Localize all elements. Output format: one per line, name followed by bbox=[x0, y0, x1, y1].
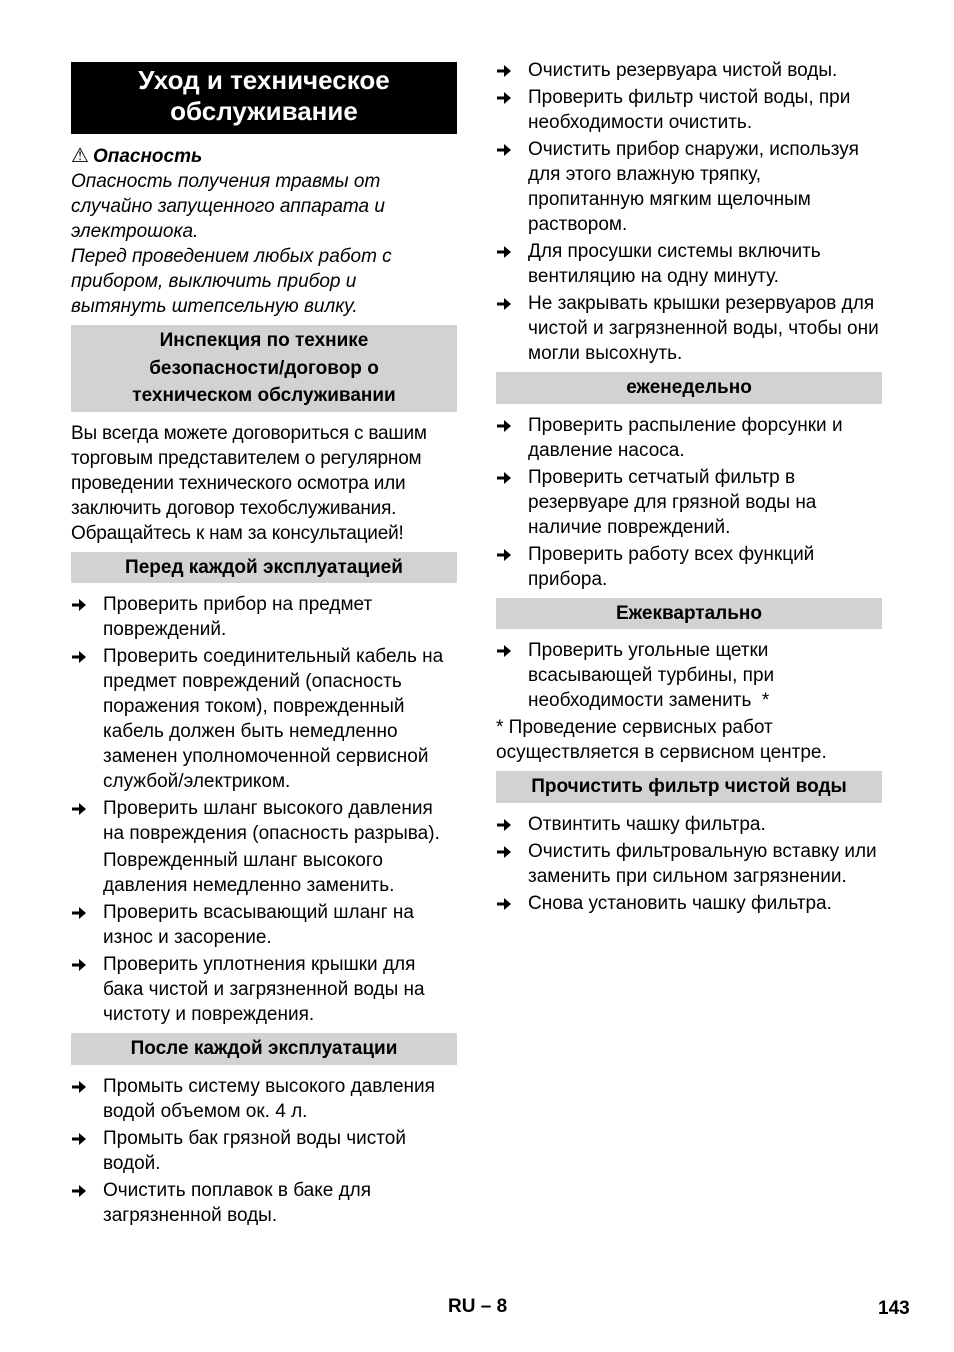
list-item bbox=[71, 900, 457, 950]
list-item-text: Не закрывать крышки резервуаров для чистой и загрязненной воды, чтобы они могли высохнуть. bbox=[528, 293, 879, 364]
arrow-right-icon bbox=[71, 952, 103, 1027]
after-list bbox=[71, 1074, 457, 1228]
list-item-text: Снова установить чашку фильтра. bbox=[528, 892, 832, 914]
list-item-text: Для просушки системы включить вентиляцию на одну минуту. bbox=[528, 241, 821, 287]
warning-triangle-icon: ⚠ bbox=[71, 145, 89, 167]
list-item bbox=[71, 592, 457, 642]
section-after-heading: После каждой эксплуатации bbox=[71, 1033, 457, 1065]
list-item bbox=[496, 58, 882, 83]
list-item bbox=[496, 812, 882, 837]
list-item bbox=[71, 796, 457, 898]
weekly-list bbox=[496, 413, 882, 592]
list-item-text: Проверить фильтр чистой воды, при необходимости очистить. bbox=[528, 87, 851, 133]
list-item-text: Проверить соединительный кабель на предмет повреждений (опасность поражения током), поврежденный кабель должен быть немедленно заменен уполномоченной сервисной службой/электриком. bbox=[103, 646, 444, 792]
arrow-right-icon bbox=[496, 239, 528, 289]
list-item-text: Промыть систему высокого давления водой объемом ок. 4 л. bbox=[103, 1075, 435, 1122]
danger-heading bbox=[71, 144, 457, 169]
arrow-right-icon bbox=[71, 900, 103, 950]
arrow-right-icon bbox=[496, 812, 528, 837]
arrow-right-icon bbox=[496, 542, 528, 592]
arrow-right-icon bbox=[496, 58, 528, 83]
danger-label: Опасность bbox=[92, 146, 203, 167]
page-title-line: Уход и техническое bbox=[138, 65, 390, 95]
list-item bbox=[71, 952, 457, 1027]
section-quarterly-heading: Ежеквартально bbox=[496, 598, 882, 630]
list-item bbox=[496, 291, 882, 366]
list-item bbox=[496, 542, 882, 592]
arrow-right-icon bbox=[496, 839, 528, 889]
list-item bbox=[496, 239, 882, 289]
arrow-right-icon bbox=[71, 1074, 103, 1124]
footer-language-page: RU – 8 bbox=[448, 1296, 508, 1317]
list-item-text: Проверить работу всех функций прибора. bbox=[528, 543, 815, 590]
arrow-right-icon bbox=[496, 891, 528, 916]
arrow-right-icon bbox=[496, 137, 528, 237]
list-item-text: Проверить уплотнения крышки для бака чистой и загрязненной воды на чистоту и повреждения. bbox=[103, 954, 425, 1025]
list-item-text: Проверить распыление форсунки и давление насоса. bbox=[528, 414, 843, 461]
list-item bbox=[496, 85, 882, 135]
before-list bbox=[71, 592, 457, 1027]
arrow-right-icon bbox=[71, 1126, 103, 1176]
arrow-right-icon bbox=[71, 796, 103, 898]
danger-paragraph: Перед проведением любых работ с прибором, выключить прибор и вытянуть штепсельную вилку. bbox=[71, 246, 392, 317]
list-item-text: Проверить прибор на предмет повреждений. bbox=[103, 594, 373, 640]
list-item-text: Очистить поплавок в баке для загрязненной воды. bbox=[103, 1179, 372, 1226]
list-item-text: Проверить всасывающий шланг на износ и засорение. bbox=[103, 902, 414, 948]
list-item bbox=[71, 1126, 457, 1176]
arrow-right-icon bbox=[496, 638, 528, 713]
list-item bbox=[71, 644, 457, 794]
list-item bbox=[71, 1074, 457, 1124]
arrow-right-icon bbox=[496, 85, 528, 135]
list-item-note: Поврежденный шланг высокого давления немедленно заменить. bbox=[103, 850, 395, 896]
list-item-text bbox=[103, 796, 457, 898]
arrow-right-icon bbox=[71, 592, 103, 642]
section-heading-line: Инспекция по технике bbox=[159, 330, 369, 351]
quarterly-note: * Проведение сервисных работ осуществляется в сервисном центре. bbox=[496, 717, 827, 763]
list-item bbox=[496, 137, 882, 237]
list-item bbox=[496, 413, 882, 463]
list-item-main: Проверить шланг высокого давления на повреждения (опасность разрыва). bbox=[103, 798, 440, 844]
filter-list bbox=[496, 812, 882, 916]
list-item-text: Очистить резервуара чистой воды. bbox=[528, 60, 838, 81]
danger-paragraph: Опасность получения травмы от случайно запущенного аппарата и электрошока. bbox=[71, 171, 385, 242]
section-heading-line: безопасности/договор о bbox=[149, 357, 379, 379]
arrow-right-icon bbox=[496, 413, 528, 463]
list-item-text: Очистить фильтровальную вставку или заменить при сильном загрязнении. bbox=[528, 840, 877, 887]
list-item-text: Отвинтить чашку фильтра. bbox=[528, 813, 766, 835]
list-item bbox=[496, 891, 882, 916]
list-item-text: Проверить угольные щетки всасывающей турбины, при необходимости заменить * bbox=[528, 640, 780, 711]
left-column bbox=[71, 62, 457, 1230]
list-item-text: Очистить прибор снаружи, используя для этого влажную тряпку, пропитанную мягким щелочным раствором. bbox=[528, 139, 859, 235]
arrow-right-icon bbox=[71, 1178, 103, 1228]
list-item bbox=[496, 465, 882, 540]
page-title bbox=[71, 62, 457, 134]
section-filter-heading: Прочистить фильтр чистой воды bbox=[496, 771, 882, 803]
after-list-continued bbox=[496, 58, 882, 366]
section-weekly-heading: еженедельно bbox=[496, 372, 882, 404]
page-number: 143 bbox=[878, 1298, 910, 1319]
section-before-heading: Перед каждой эксплуатацией bbox=[71, 552, 457, 584]
list-item bbox=[496, 839, 882, 889]
list-item-text: Проверить сетчатый фильтр в резервуаре для грязной воды на наличие повреждений. bbox=[528, 466, 817, 538]
arrow-right-icon bbox=[496, 465, 528, 540]
list-item bbox=[71, 1178, 457, 1228]
right-column bbox=[496, 58, 882, 918]
inspection-text: Вы всегда можете договориться с вашим торговым представителем о регулярном проведении технического осмотра или заключить договор техобслуживания. Обращайтесь к нам за консультацией! bbox=[71, 422, 427, 544]
arrow-right-icon bbox=[71, 644, 103, 794]
section-inspection-heading bbox=[71, 325, 457, 412]
quarterly-list bbox=[496, 638, 882, 713]
section-heading-line: техническом обслуживании bbox=[132, 385, 396, 406]
list-item bbox=[496, 638, 882, 713]
arrow-right-icon bbox=[496, 291, 528, 366]
list-item-text: Промыть бак грязной воды чистой водой. bbox=[103, 1127, 406, 1174]
page-title-line: обслуживание bbox=[170, 96, 358, 126]
